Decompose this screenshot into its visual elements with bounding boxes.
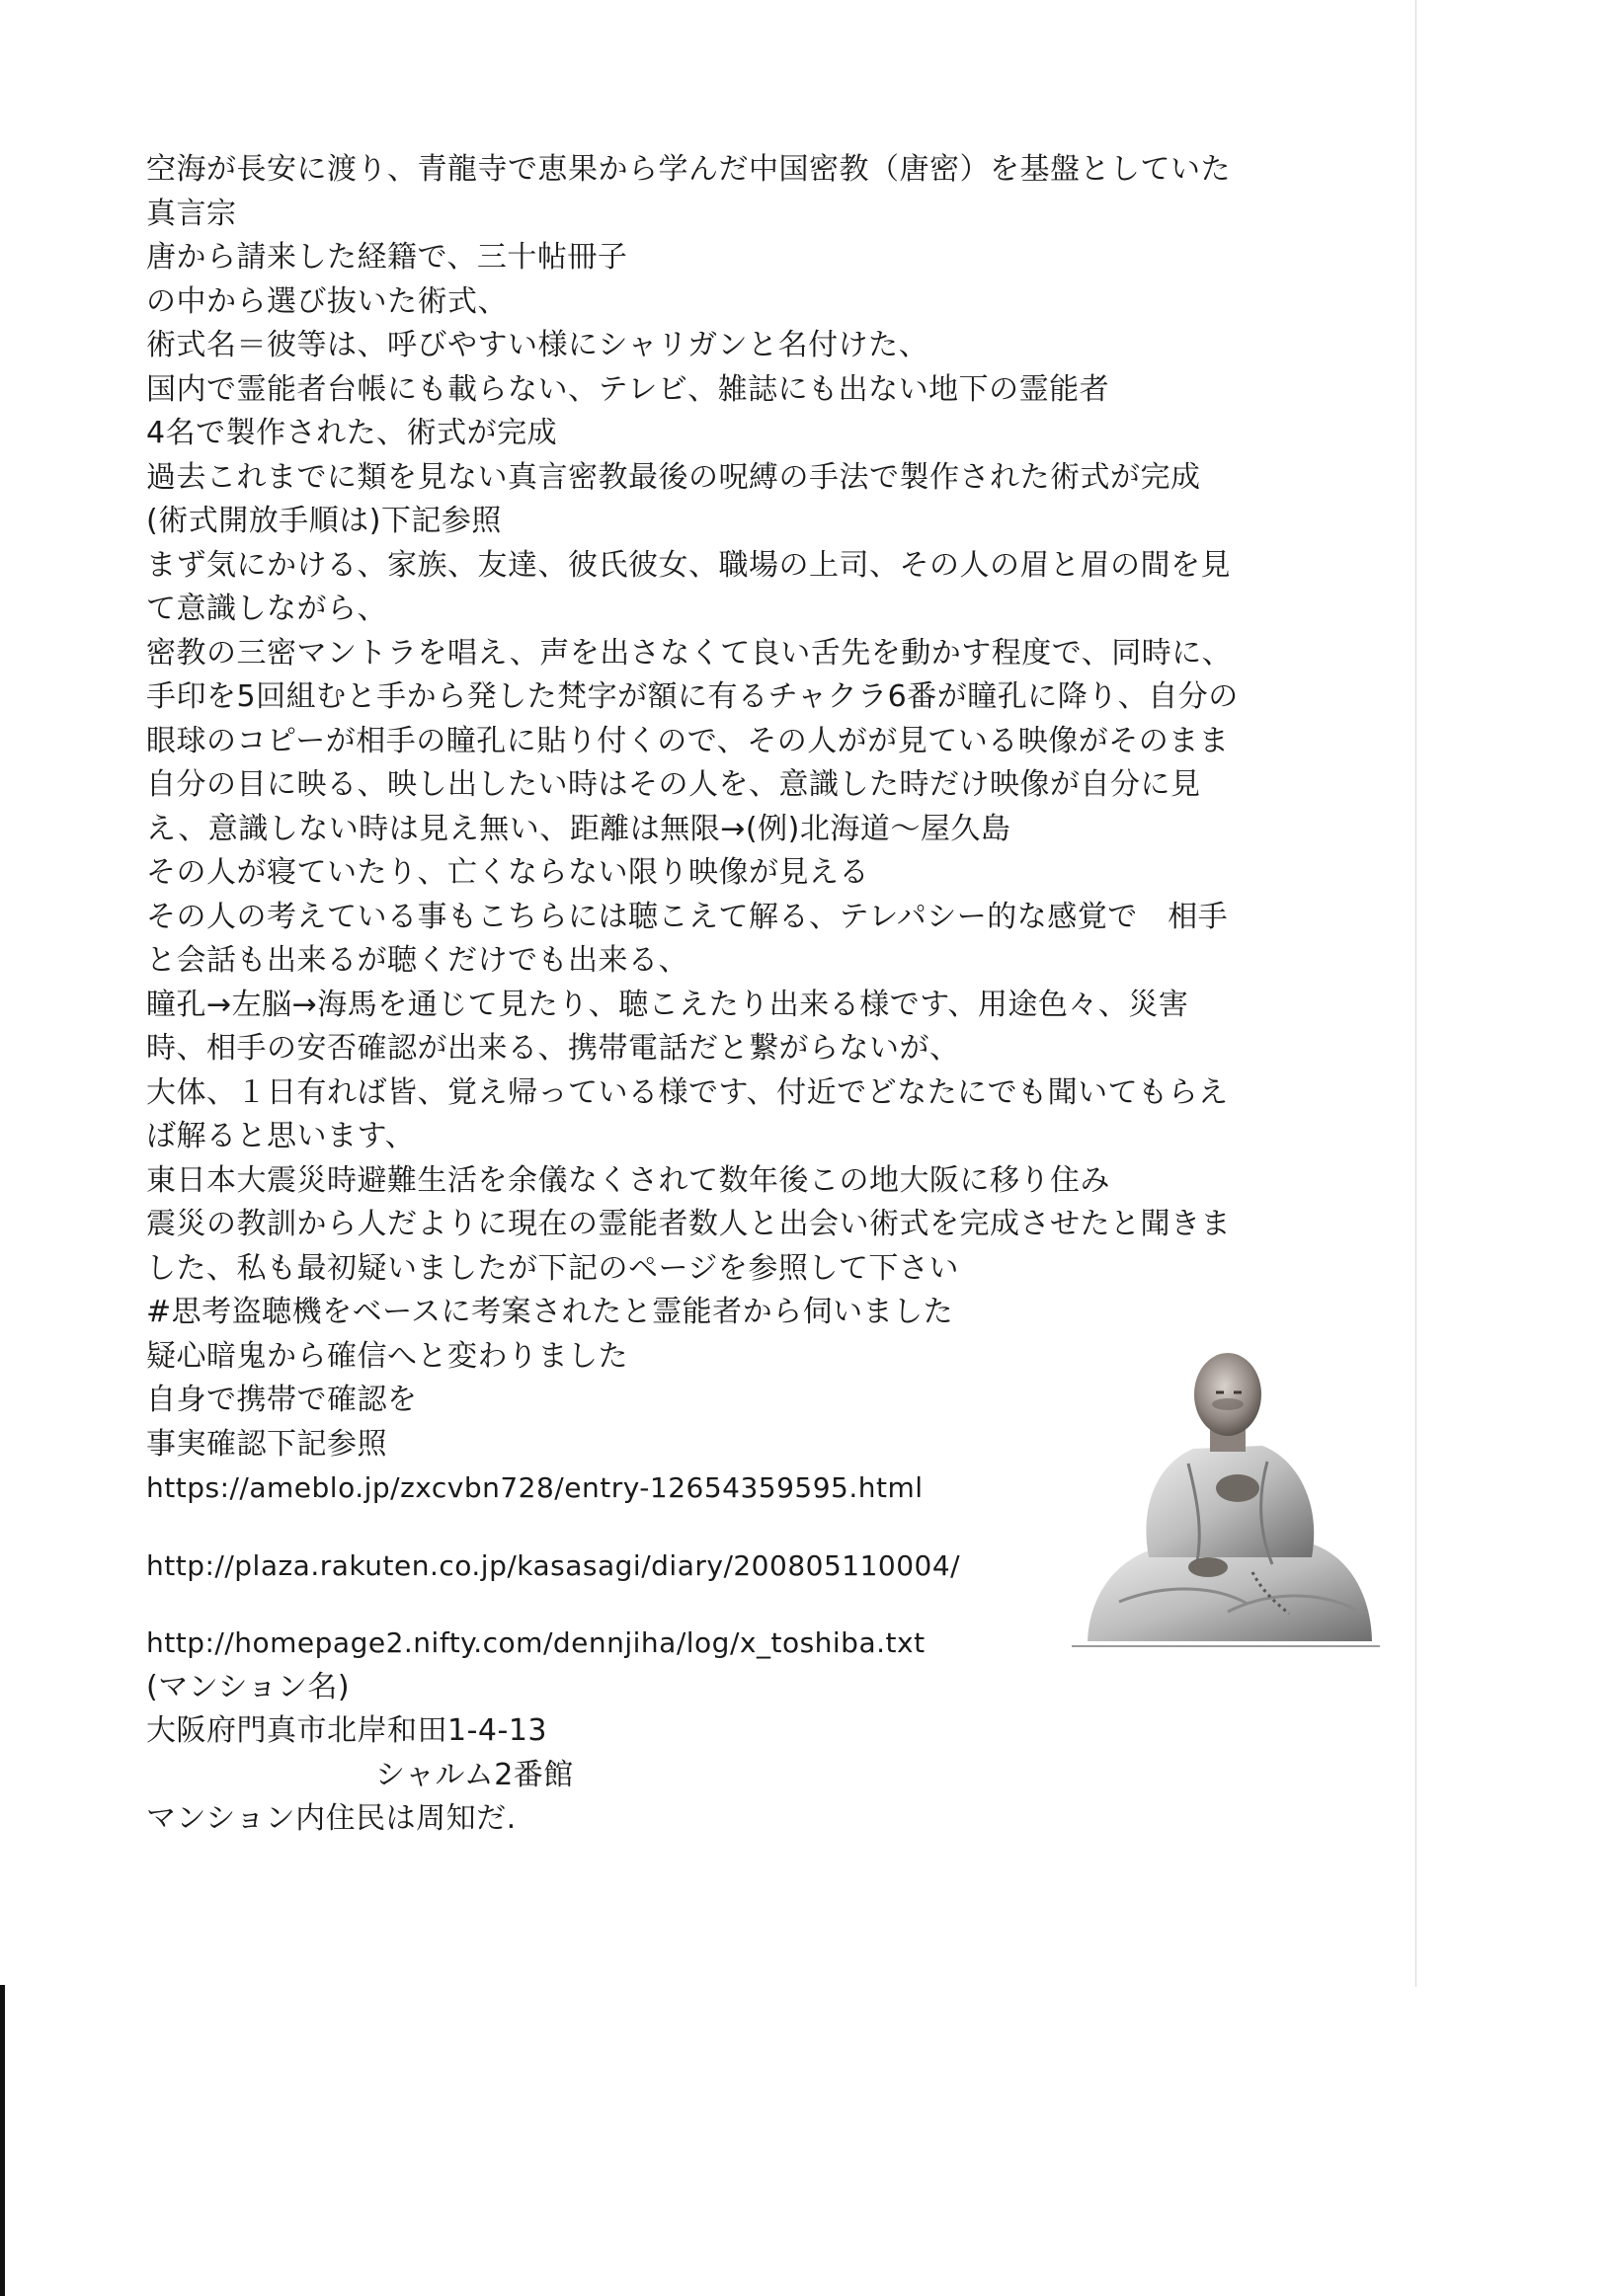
scan-edge-line bbox=[1415, 0, 1416, 1987]
text-line: 過去これまでに類を見ない真言密教最後の呪縛の手法で製作された術式が完成 bbox=[146, 459, 1201, 495]
text-line: 真言宗 bbox=[146, 196, 237, 231]
text-line: の中から選び抜いた術式、 bbox=[146, 283, 508, 319]
text-line: え、意識しない時は見え無い、距離は無限→(例)北海道〜屋久島 bbox=[146, 811, 1011, 846]
text-line: (術式開放手順は)下記参照 bbox=[146, 504, 502, 538]
text-line: 震災の教訓から人だよりに現在の霊能者数人と出会い術式を完成させたと聞きま bbox=[146, 1207, 1231, 1241]
text-line: ば解ると思います、 bbox=[146, 1119, 416, 1153]
url-link[interactable]: http://plaza.rakuten.co.jp/kasasagi/diary/200805110004/ bbox=[146, 1548, 961, 1582]
text-line: 眼球のコピーが相手の瞳孔に貼り付くので、その人がが見ている映像がそのまま bbox=[146, 723, 1230, 758]
text-line: と会話も出来るが聴くだけでも出来る、 bbox=[146, 943, 688, 978]
text-line: 自分の目に映る、映し出したい時はその人を、意識した時だけ映像が自分に見 bbox=[146, 767, 1201, 802]
text-line: 瞳孔→左脳→海馬を通じて見たり、聴こえたり出来る様です、用途色々、災害 bbox=[146, 987, 1189, 1022]
text-line: 東日本大震災時避難生活を余儀なくされて数年後この地大阪に移り住み bbox=[146, 1162, 1110, 1198]
url-link[interactable]: http://homepage2.nifty.com/dennjiha/log/x_toshiba.txt bbox=[146, 1626, 926, 1659]
text-line: 国内で霊能者台帳にも載らない、テレビ、雑誌にも出ない地下の霊能者 bbox=[146, 371, 1110, 407]
text-line: 4名で製作された、術式が完成 bbox=[146, 416, 558, 450]
text-line: #思考盗聴機をベースに考案されたと霊能者から伺いました bbox=[146, 1295, 954, 1329]
text-line: 術式名＝彼等は、呼びやすい様にシャリガンと名付けた、 bbox=[146, 328, 929, 362]
text-line: 疑心暗鬼から確信へと変わりました bbox=[146, 1338, 628, 1374]
text-line: その人の考えている事もこちらには聴こえて解る、テレパシー的な感覚で 相手 bbox=[146, 899, 1229, 934]
seated-monk-statue-icon bbox=[1080, 1345, 1376, 1649]
text-line: て意識しながら、 bbox=[146, 592, 387, 626]
text-line: 密教の三密マントラを唱え、声を出さなくて良い舌先を動かす程度で、同時に、 bbox=[146, 635, 1233, 671]
text-line: 空海が長安に渡り、青龍寺で恵果から学んだ中国密教（唐密）を基盤としていた bbox=[146, 152, 1231, 187]
scan-edge-mark bbox=[0, 1985, 5, 2296]
text-line: その人が寝ていたり、亡くならない限り映像が見える bbox=[146, 855, 869, 890]
address-building: シャルム2番館 bbox=[375, 1757, 574, 1792]
closing-note: マンション内住民は周知だ. bbox=[146, 1801, 517, 1836]
building-label: (マンション名) bbox=[146, 1669, 351, 1704]
text-line: まず気にかける、家族、友達、彼氏彼女、職場の上司、その人の眉と眉の間を見 bbox=[146, 547, 1231, 583]
url-link[interactable]: https://ameblo.jp/zxcvbn728/entry-12654359595.html bbox=[146, 1471, 924, 1504]
text-line: 手印を5回組むと手から発した梵字が額に有るチャクラ6番が瞳孔に降り、自分の bbox=[146, 679, 1239, 714]
address-street: 大阪府門真市北岸和田1-4-13 bbox=[146, 1713, 547, 1748]
text-line: 時、相手の安否確認が出来る、携帯電話だと繋がらないが、 bbox=[146, 1031, 960, 1066]
text-line: 自身で携帯で確認を bbox=[146, 1383, 418, 1417]
text-line: 大体、１日有れば皆、覚え帰っている様です、付近でどなたにでも聞いてもらえ bbox=[146, 1074, 1229, 1110]
text-line: 唐から請来した経籍で、三十帖冊子 bbox=[146, 240, 628, 275]
figure-baseline bbox=[1072, 1645, 1380, 1647]
text-line: 事実確認下記参照 bbox=[146, 1426, 387, 1462]
text-line: した、私も最初疑いましたが下記のページを参照して下さい bbox=[146, 1250, 959, 1286]
